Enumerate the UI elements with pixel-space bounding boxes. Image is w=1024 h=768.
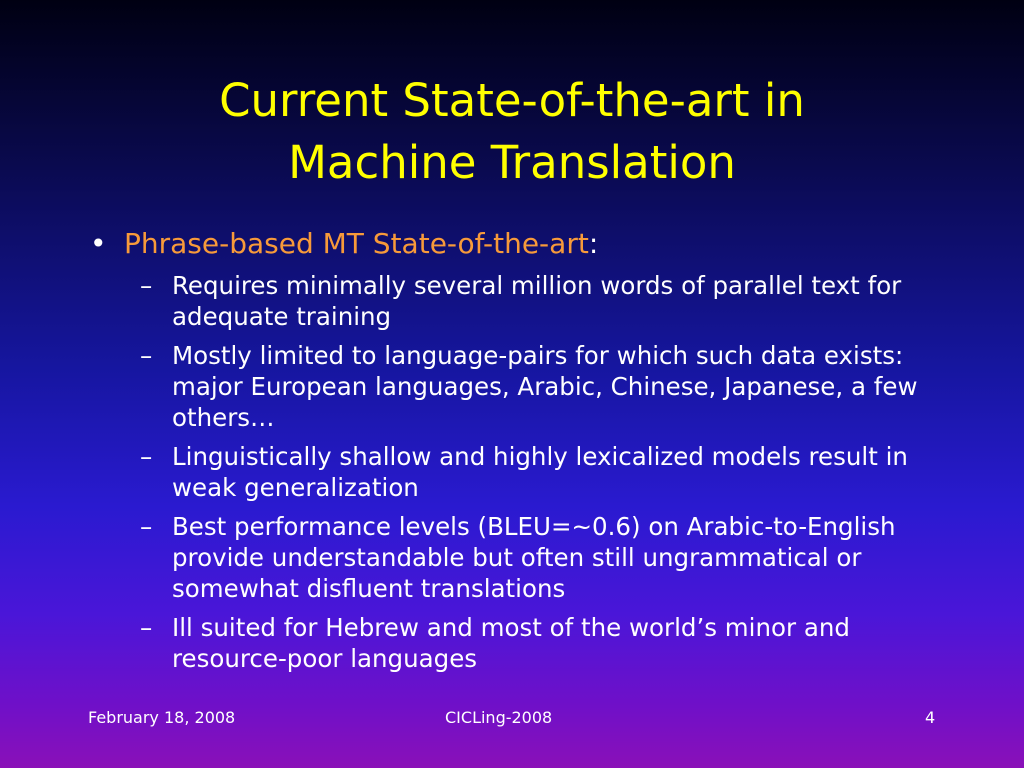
bullet-marker: • — [90, 227, 107, 260]
slide-title — [0, 70, 1024, 194]
bullet-heading: Phrase-based MT State-of-the-art — [124, 227, 589, 260]
footer-page-number: 4 — [925, 708, 936, 727]
sub-bullet-text: Requires minimally several million words of parallel text for adequate training — [172, 271, 902, 331]
bullet-heading-suffix: : — [588, 227, 599, 260]
sub-bullet-text: Ill suited for Hebrew and most of the world’s minor and resource-poor languages — [172, 613, 850, 673]
slide-title-line-1: Current State-of-the-art in — [219, 74, 805, 127]
dash-marker: – — [140, 442, 153, 471]
sub-bullet — [140, 441, 940, 503]
dash-marker: – — [140, 271, 153, 300]
sub-bullet-text: Best performance levels (BLEU=~0.6) on Arabic-to-English provide understandable but often still ungrammatical or somewhat disfluent translations — [172, 512, 896, 603]
sub-bullet — [140, 511, 940, 604]
sub-bullet-text: Mostly limited to language-pairs for which such data exists: major European languages, Arabic, Chinese, Japanese, a few others… — [172, 341, 918, 432]
sub-bullet-list — [140, 270, 940, 682]
sub-bullet-text: Linguistically shallow and highly lexicalized models result in weak generalization — [172, 442, 908, 502]
sub-bullet — [140, 270, 940, 332]
dash-marker: – — [140, 341, 153, 370]
dash-marker: – — [140, 613, 153, 642]
footer-date: February 18, 2008 — [88, 708, 236, 727]
sub-bullet — [140, 612, 940, 674]
slide-title-line-2: Machine Translation — [288, 136, 736, 189]
dash-marker: – — [140, 512, 153, 541]
main-bullet — [90, 226, 970, 262]
sub-bullet — [140, 340, 940, 433]
footer-event: CICLing-2008 — [445, 708, 553, 727]
